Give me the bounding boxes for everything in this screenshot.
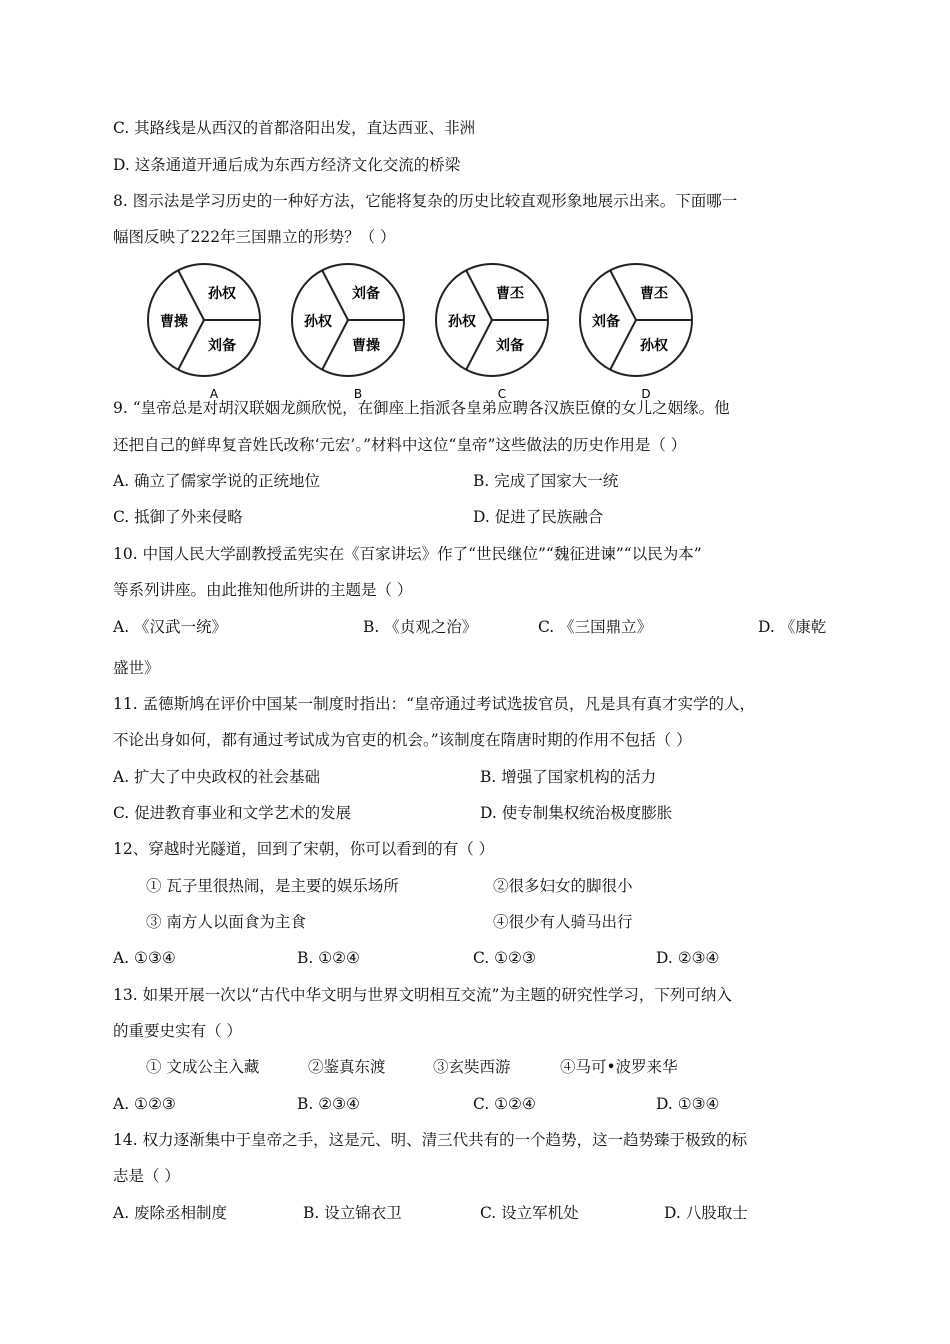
q10-option-b: B. 《贞观之治》 — [363, 618, 478, 636]
q14-option-c: C. 设立军机处 — [480, 1204, 579, 1222]
three-kingdoms-pie-diagrams — [140, 262, 700, 402]
pie-d-left-label: 刘备 — [592, 314, 620, 330]
pie-b-left-label: 孙权 — [304, 314, 332, 330]
pie-c — [436, 264, 548, 401]
q9-option-c: C. 抵御了外来侵略 — [113, 508, 243, 526]
pie-a-top-right-label: 孙权 — [208, 286, 236, 302]
q11-option-b: B. 增强了国家机构的活力 — [480, 768, 657, 786]
q12-option-b: B. ①②④ — [297, 949, 360, 967]
pie-c-bottom-right-label: 刘备 — [496, 338, 524, 354]
q8-stem-line2: 幅图反映了222年三国鼎立的形势？（ ） — [113, 228, 396, 246]
pie-a-left-label: 曹操 — [160, 314, 188, 330]
pie-d — [580, 264, 692, 401]
q14-stem-line2: 志是（ ） — [113, 1167, 180, 1185]
q14-stem-line1: 14. 权力逐渐集中于皇帝之手，这是元、明、清三代共有的一个趋势，这一趋势臻于极致的标 — [113, 1131, 748, 1149]
pie-a-bottom-right-label: 刘备 — [208, 338, 236, 354]
q12-stem: 12、穿越时光隧道，回到了宋朝，你可以看到的有（ ） — [113, 840, 495, 858]
q13-option-b: B. ②③④ — [297, 1095, 360, 1113]
q14-option-b: B. 设立锦衣卫 — [303, 1204, 402, 1222]
q9-option-b: B. 完成了国家大一统 — [473, 472, 619, 490]
q9-stem-line2: 还把自己的鲜卑复音姓氏改称‘元宏’。”材料中这位“皇帝”这些做法的历史作用是（ ） — [113, 436, 687, 454]
q10-option-a: A. 《汉武一统》 — [113, 618, 228, 636]
q7-option-c: C. 其路线是从西汉的首都洛阳出发，直达西亚、非洲 — [113, 119, 476, 137]
q12-item-2: ②很多妇女的脚很小 — [493, 877, 633, 895]
pie-a-letter: A — [209, 387, 219, 401]
pie-b — [292, 264, 404, 401]
q12-item-1: ① 瓦子里很热闹，是主要的娱乐场所 — [146, 877, 399, 895]
q12-item-3: ③ 南方人以面食为主食 — [146, 913, 306, 931]
q11-stem-line2: 不论出身如何，都有通过考试成为官吏的机会。”该制度在隋唐时期的作用不包括（ ） — [113, 731, 692, 749]
q13-item-2: ②鉴真东渡 — [308, 1058, 386, 1076]
pie-b-letter: B — [353, 387, 363, 401]
pie-c-top-right-label: 曹丕 — [496, 286, 524, 302]
pie-a — [148, 264, 260, 401]
q9-stem-line1: 9. “皇帝总是对胡汉联姻龙颜欣悦，在御座上指派各皇弟应聘各汉族臣僚的女儿之姻缘。他 — [113, 399, 730, 417]
q10-stem-line2: 等系列讲座。由此推知他所讲的主题是（ ） — [113, 581, 413, 599]
q13-item-1: ① 文成公主入藏 — [146, 1058, 260, 1076]
q13-option-d: D. ①③④ — [656, 1095, 720, 1113]
q12-option-c: C. ①②③ — [473, 949, 536, 967]
q13-option-c: C. ①②④ — [473, 1095, 536, 1113]
pie-d-bottom-right-label: 孙权 — [640, 338, 668, 354]
q14-option-a: A. 废除丞相制度 — [113, 1204, 228, 1222]
q10-option-d-continued: 盛世》 — [113, 659, 160, 677]
pie-b-top-right-label: 刘备 — [352, 286, 380, 302]
q9-option-d: D. 促进了民族融合 — [473, 508, 604, 526]
q13-item-4: ④马可•波罗来华 — [560, 1058, 678, 1076]
q11-option-c: C. 促进教育事业和文学艺术的发展 — [113, 804, 352, 822]
pie-c-left-label: 孙权 — [448, 314, 476, 330]
q9-option-a: A. 确立了儒家学说的正统地位 — [113, 472, 321, 490]
q11-option-d: D. 使专制集权统治极度膨胀 — [480, 804, 673, 822]
q12-option-d: D. ②③④ — [656, 949, 720, 967]
q13-stem-line1: 13. 如果开展一次以“古代中华文明与世界文明相互交流”为主题的研究性学习，下列可纳入 — [113, 986, 732, 1004]
q10-option-c: C. 《三国鼎立》 — [538, 618, 653, 636]
pie-c-letter: C — [497, 387, 507, 401]
q7-option-d: D. 这条通道开通后成为东西方经济文化交流的桥梁 — [113, 156, 461, 174]
q13-option-a: A. ①②③ — [113, 1095, 176, 1113]
q10-option-d: D. 《康乾 — [758, 618, 827, 636]
pie-d-top-right-label: 曹丕 — [640, 286, 668, 302]
q12-item-4: ④很少有人骑马出行 — [493, 913, 633, 931]
q10-stem-line1: 10. 中国人民大学副教授孟宪实在《百家讲坛》作了“世民继位”“魏征进谏”“以民为本” — [113, 545, 702, 563]
q11-stem-line1: 11. 孟德斯鸠在评价中国某一制度时指出：“皇帝通过考试选拔官员，凡是具有真才实学的人， — [113, 695, 756, 713]
q14-option-d: D. 八股取士 — [664, 1204, 748, 1222]
q12-option-a: A. ①③④ — [113, 949, 176, 967]
q11-option-a: A. 扩大了中央政权的社会基础 — [113, 768, 321, 786]
q13-item-3: ③玄奘西游 — [433, 1058, 511, 1076]
pie-b-bottom-right-label: 曹操 — [352, 338, 380, 354]
pie-d-letter: D — [641, 387, 651, 401]
q13-stem-line2: 的重要史实有（ ） — [113, 1022, 242, 1040]
q8-stem-line1: 8. 图示法是学习历史的一种好方法，它能将复杂的历史比较直观形象地展示出来。下面哪一 — [113, 192, 738, 210]
